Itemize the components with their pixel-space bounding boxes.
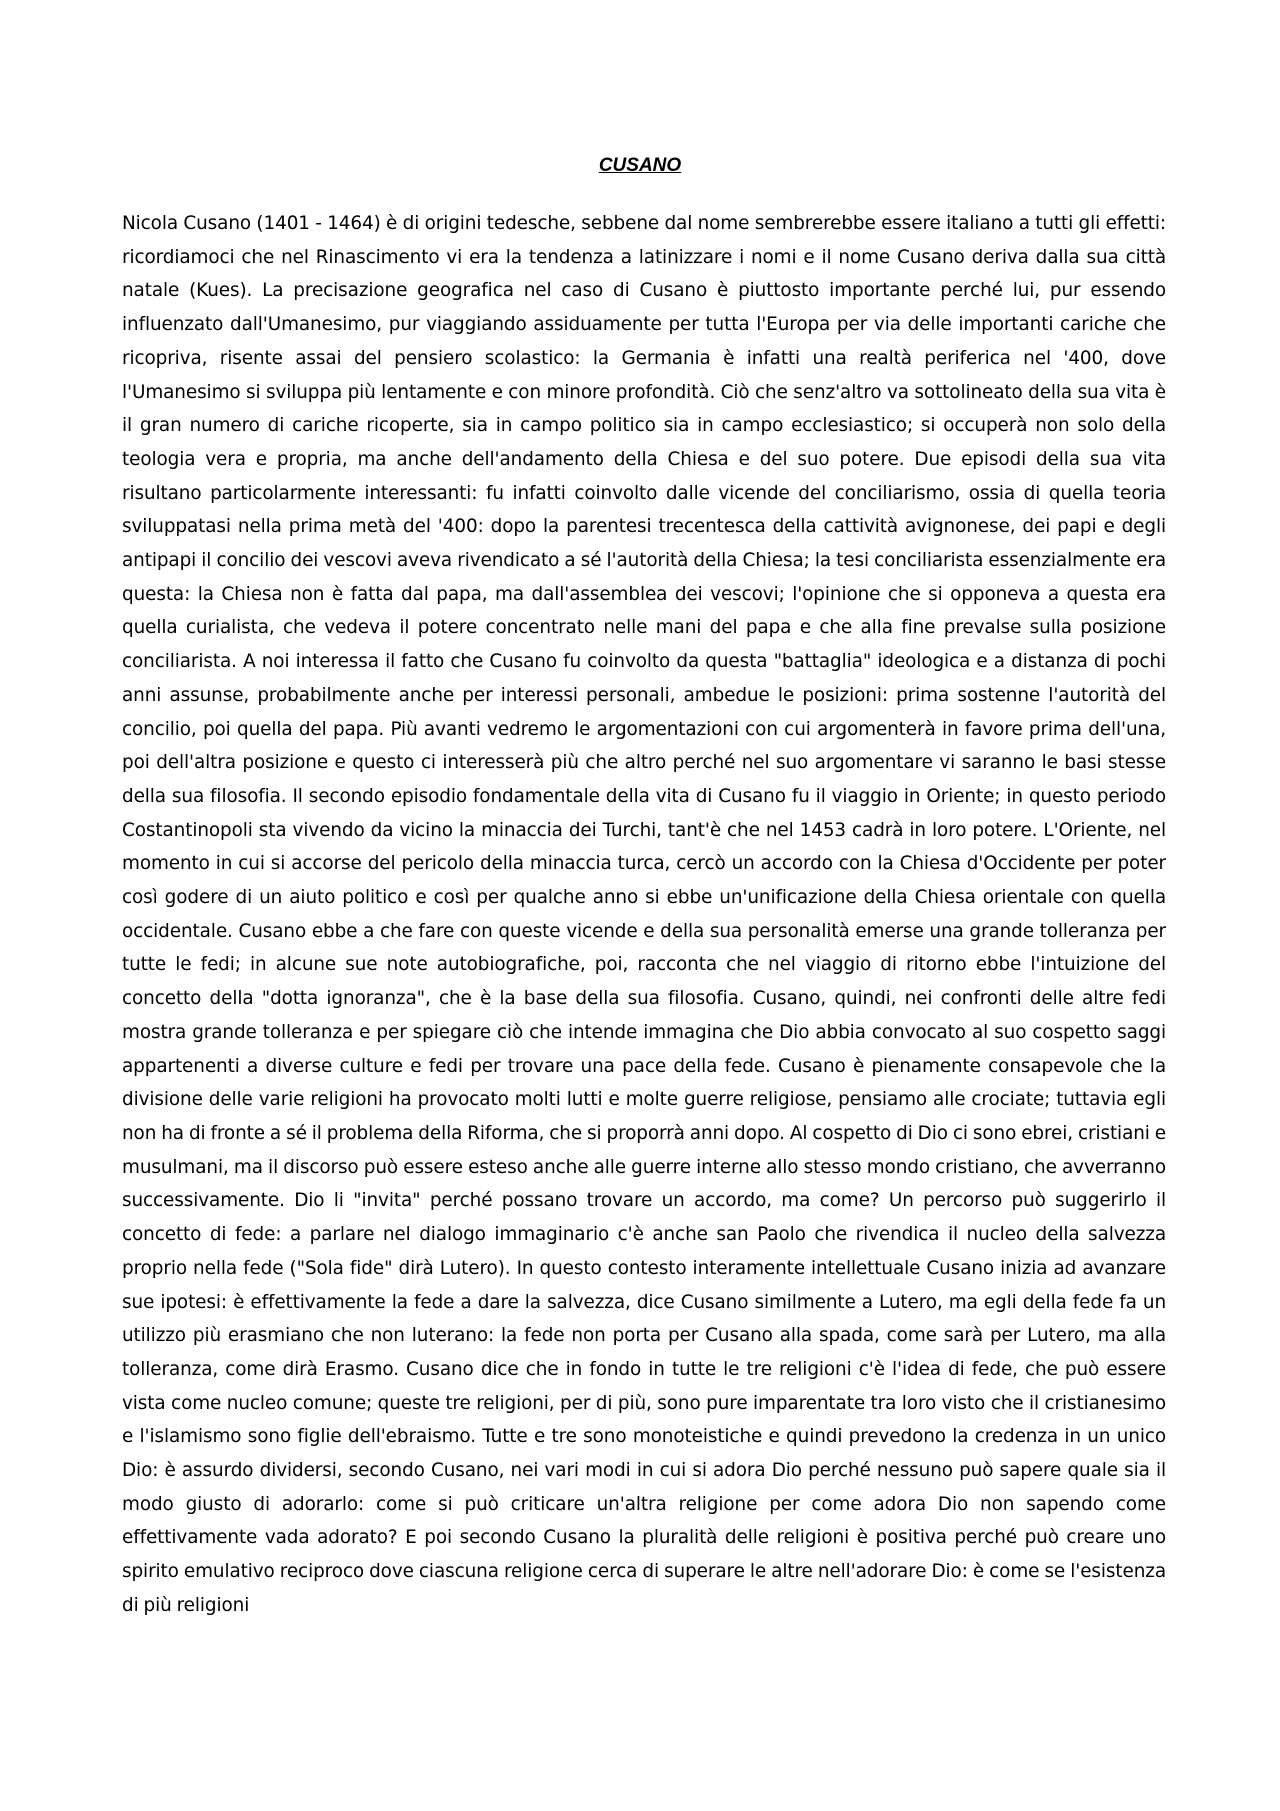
body-paragraph: Nicola Cusano (1401 - 1464) è di origini tedesche, sebbene dal nome sembrerebbe essere italiano a tutti gli effetti: ricordiamoci che nel Rinascimento vi era la tendenza a latinizzare i nomi e il nome Cusano deriva dalla sua città natale (Kues). La precisazione geografica nel caso di Cusano è piuttosto importante perché lui, pur essendo influenzato dall'Umanesimo, pur viaggiando assiduamente per tutta l'Europa per via delle importanti cariche che ricopriva, risente assai del pensiero scolastico: la Germania è infatti una realtà periferica nel '400, dove l'Umanesimo si sviluppa più lentamente e con minore profondità. Ciò che senz'altro va sottolineato della sua vita è il gran numero di cariche ricoperte, sia in campo politico sia in campo ecclesiastico; si occuperà non solo della teologia vera e propria, ma anche dell'andamento della Chiesa e del suo potere. Due episodi della sua vita risultano particolarmente interessanti: fu infatti coinvolto dalle vicende del conciliarismo, ossia di quella teoria sviluppatasi nella prima metà del '400: dopo la parentesi trecentesca della cattività avignonese, dei papi e degli antipapi il concilio dei vescovi aveva rivendicato a sé l'autorità della Chiesa; la tesi conciliarista essenzialmente era questa: la Chiesa non è fatta dal papa, ma dall'assemblea dei vescovi; l'opinione che si opponeva a questa era quella curialista, che vedeva il potere concentrato nelle mani del papa e che alla fine prevalse sulla posizione conciliarista. A noi interessa il fatto che Cusano fu coinvolto da questa "battaglia" ideologica e a distanza di pochi anni assunse, probabilmente anche per interessi personali, ambedue le posizioni: prima sostenne l'autorità del concilio, poi quella del papa. Più avanti vedremo le argomentazioni con cui argomenterà in favore prima dell'una, poi dell'altra posizione e questo ci interesserà più che altro perché nel suo argomentare vi saranno le basi stesse della sua filosofia. Il secondo episodio fondamentale della vita di Cusano fu il viaggio in Oriente; in questo periodo Costantinopoli sta vivendo da vicino la minaccia dei Turchi, tant'è che nel 1453 cadrà in loro potere. L'Oriente, nel momento in cui si accorse del pericolo della minaccia turca, cercò un accordo con la Chiesa d'Occidente per poter così godere di un aiuto politico e così per qualche anno si ebbe un'unificazione della Chiesa orientale con quella occidentale. Cusano ebbe a che fare con queste vicende e della sua personalità emerse una grande tolleranza per tutte le fedi; in alcune sue note autobiografiche, poi, racconta che nel viaggio di ritorno ebbe l'intuizione del concetto della "dotta ignoranza", che è la base della sua filosofia. Cusano, quindi, nei confronti delle altre fedi mostra grande tolleranza e per spiegare ciò che intende immagina che Dio abbia convocato al suo cospetto saggi appartenenti a diverse culture e fedi per trovare una pace della fede. Cusano è pienamente consapevole che la divisione delle varie religioni ha provocato molti lutti e molte guerre religiose, pensiamo alle crociate; tuttavia egli non ha di fronte a sé il problema della Riforma, che si proporrà anni dopo. Al cospetto di Dio ci sono ebrei, cristiani e musulmani, ma il discorso può essere esteso anche alle guerre interne allo stesso mondo cristiano, che avverranno successivamente. Dio li "invita" perché possano trovare un accordo, ma come? Un percorso può suggerirlo il concetto di fede: a parlare nel dialogo immaginario c'è anche san Paolo che rivendica il nucleo della salvezza proprio nella fede ("Sola fide" dirà Lutero). In questo contesto interamente intellettuale Cusano inizia ad avanzare sue ipotesi: è effettivamente la fede a dare la salvezza, dice Cusano similmente a Lutero, ma egli della fede fa un utilizzo più erasmiano che non luterano: la fede non porta per Cusano alla spada, come sarà per Lutero, ma alla tolleranza, come dirà Erasmo. Cusano dice che in fondo in tutte le tre religioni c'è l'idea di fede, che può essere vista come nucleo comune; queste tre religioni, per di più, sono pure imparentate tra loro visto che il cristianesimo e l'islamismo sono figlie dell'ebraismo. Tutte e tre sono monoteistiche e quindi prevedono la credenza in un unico Dio: è assurdo dividersi, secondo Cusano, nei vari modi in cui si adora Dio perché nessuno può sapere quale sia il modo giusto di adorarlo: come si può criticare un'altra religione per come adora Dio non sapendo come effettivamente vada adorato? E poi secondo Cusano la pluralità delle religioni è positiva perché può creare uno spirito emulativo reciproco dove ciascuna religione cerca di superare le altre nell'adorare Dio: è come se l'esistenza di più religioni	[122, 213, 1166, 1616]
page-title: CUSANO	[598, 155, 682, 176]
